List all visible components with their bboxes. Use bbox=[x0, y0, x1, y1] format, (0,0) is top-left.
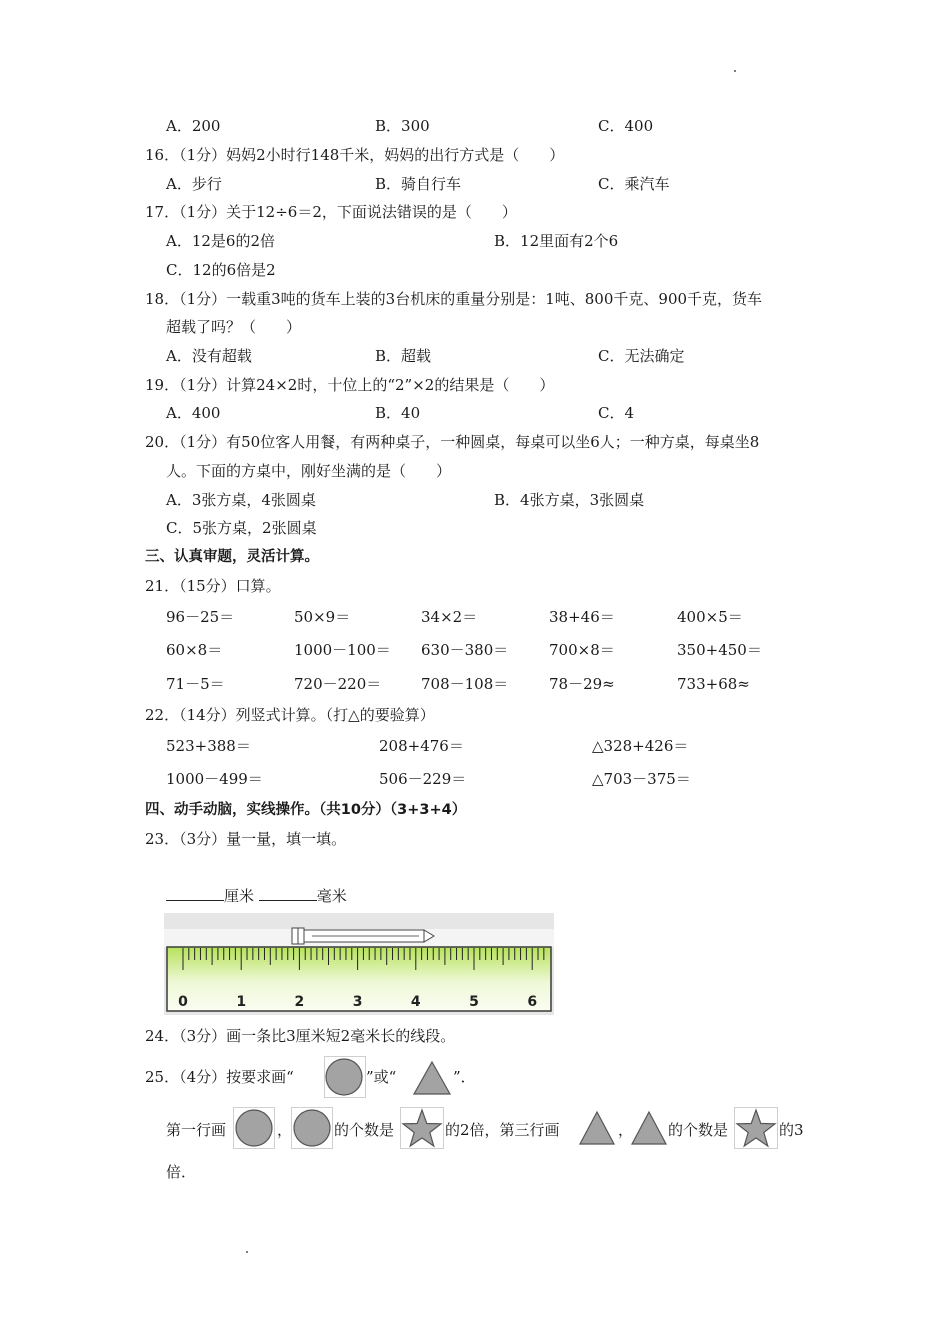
q21-item: 71－5＝ bbox=[166, 675, 225, 693]
circle-icon bbox=[233, 1107, 275, 1149]
q22-item: △328+426＝ bbox=[592, 737, 689, 755]
q20-option-c: C．5张方桌，2张圆桌 bbox=[166, 519, 317, 537]
q18-option-b: B．超载 bbox=[375, 347, 432, 365]
pencil bbox=[292, 928, 434, 944]
q21-item: 1000－100＝ bbox=[294, 641, 391, 659]
q25-text: 倍． bbox=[166, 1163, 197, 1181]
q19-option-c: C．4 bbox=[598, 404, 635, 422]
q16-option-a: A．步行 bbox=[166, 175, 222, 193]
ruler-label: 0 bbox=[178, 994, 188, 1010]
q21-item: 78－29≈ bbox=[549, 675, 615, 693]
ruler-figure bbox=[164, 913, 554, 1015]
q17-stem: 17．（1分）关于12÷6＝2，下面说法错误的是（ ） bbox=[145, 203, 517, 221]
q15-option-a: A．200 bbox=[166, 117, 221, 135]
q21-item: 733+68≈ bbox=[677, 675, 750, 693]
triangle-icon bbox=[630, 1110, 668, 1146]
q18-stem-line1: 18．（1分）一载重3吨的货车上装的3台机床的重量分别是：1吨、800千克、900千克，货车 bbox=[145, 290, 763, 308]
q25-text: 的个数是 bbox=[668, 1121, 729, 1139]
q25-stem-b: ”或“ bbox=[366, 1068, 397, 1086]
q22-item: 523+388＝ bbox=[166, 737, 251, 755]
ruler-label: 1 bbox=[236, 994, 247, 1010]
ruler-label: 3 bbox=[352, 994, 363, 1010]
q23-stem: 23．（3分）量一量，填一填。 bbox=[145, 830, 347, 848]
q16-stem: 16．（1分）妈妈2小时行148千米，妈妈的出行方式是（ ） bbox=[145, 146, 565, 164]
q18-option-a: A．没有超载 bbox=[166, 347, 252, 365]
ruler-label: 2 bbox=[294, 994, 305, 1010]
q15-option-c: C．400 bbox=[598, 117, 654, 135]
mm-blank[interactable] bbox=[259, 886, 317, 901]
section-4-heading: 四、动手动脑，实线操作。（共10分）（3+3+4） bbox=[145, 802, 467, 818]
q23-answer-line bbox=[166, 886, 347, 906]
q21-item: 38+46＝ bbox=[549, 608, 615, 626]
q18-stem-line2: 超载了吗？（ ） bbox=[166, 318, 302, 336]
q17-option-c: C．12的6倍是2 bbox=[166, 261, 276, 279]
q15-option-b: B．300 bbox=[375, 117, 430, 135]
ruler-label: 6 bbox=[527, 994, 538, 1010]
q25-text: 第一行画 bbox=[166, 1121, 227, 1139]
circle-icon bbox=[291, 1107, 333, 1149]
q21-item: 50×9＝ bbox=[294, 608, 351, 626]
triangle-icon bbox=[578, 1110, 616, 1146]
ruler-label: 4 bbox=[410, 994, 421, 1010]
q21-stem: 21．（15分）口算。 bbox=[145, 577, 281, 595]
q17-option-a: A．12是6的2倍 bbox=[166, 232, 276, 250]
q24-stem: 24．（3分）画一条比3厘米短2毫米长的线段。 bbox=[145, 1027, 456, 1045]
q21-item: 700×8＝ bbox=[549, 641, 615, 659]
triangle-icon bbox=[412, 1060, 452, 1096]
q21-item: 96－25＝ bbox=[166, 608, 235, 626]
q22-item: △703－375＝ bbox=[592, 770, 691, 788]
page-mark bbox=[734, 70, 736, 72]
cm-unit: 厘米 bbox=[224, 887, 255, 905]
q21-item: 630－380＝ bbox=[421, 641, 509, 659]
cm-blank[interactable] bbox=[166, 886, 224, 901]
q22-item: 506－229＝ bbox=[379, 770, 467, 788]
mm-unit: 毫米 bbox=[316, 887, 347, 905]
q20-stem-line2: 人。下面的方桌中，刚好坐满的是（ ） bbox=[166, 462, 452, 480]
q16-option-b: B．骑自行车 bbox=[375, 175, 462, 193]
q25-text: 的2倍，第三行画 bbox=[445, 1121, 560, 1139]
q25-text: ， bbox=[277, 1121, 293, 1139]
section-3-heading: 三、认真审题，灵活计算。 bbox=[145, 549, 319, 565]
star-icon bbox=[400, 1107, 444, 1149]
q22-item: 208+476＝ bbox=[379, 737, 464, 755]
q21-item: 350+450＝ bbox=[677, 641, 762, 659]
q16-option-c: C．乘汽车 bbox=[598, 175, 670, 193]
q18-option-c: C．无法确定 bbox=[598, 347, 685, 365]
page-mark bbox=[246, 1251, 248, 1253]
q25-stem-c: ”． bbox=[453, 1068, 476, 1086]
q20-stem-line1: 20．（1分）有50位客人用餐，有两种桌子，一种圆桌，每桌可以坐6人；一种方桌，每桌坐8 bbox=[145, 433, 760, 451]
q20-option-b: B．4张方桌，3张圆桌 bbox=[494, 491, 645, 509]
q25-text: ， bbox=[618, 1121, 634, 1139]
q21-item: 400×5＝ bbox=[677, 608, 743, 626]
q19-option-a: A．400 bbox=[166, 404, 221, 422]
q19-option-b: B．40 bbox=[375, 404, 421, 422]
q22-item: 1000－499＝ bbox=[166, 770, 263, 788]
q25-text: 的个数是 bbox=[334, 1121, 395, 1139]
star-icon bbox=[734, 1107, 778, 1149]
q21-item: 720－220＝ bbox=[294, 675, 382, 693]
q21-item: 708－108＝ bbox=[421, 675, 509, 693]
q21-item: 60×8＝ bbox=[166, 641, 223, 659]
q25-stem-a: 25．（4分）按要求画“ bbox=[145, 1068, 294, 1086]
circle-icon bbox=[324, 1056, 366, 1098]
q25-text: 的3 bbox=[779, 1121, 804, 1139]
q22-stem: 22．（14分）列竖式计算。（打△的要验算） bbox=[145, 706, 435, 724]
q20-option-a: A．3张方桌，4张圆桌 bbox=[166, 491, 316, 509]
q21-item: 34×2＝ bbox=[421, 608, 478, 626]
q19-stem: 19．（1分）计算24×2时，十位上的“2”×2的结果是（ ） bbox=[145, 376, 555, 394]
ruler-label: 5 bbox=[469, 994, 479, 1010]
q17-option-b: B．12里面有2个6 bbox=[494, 232, 619, 250]
